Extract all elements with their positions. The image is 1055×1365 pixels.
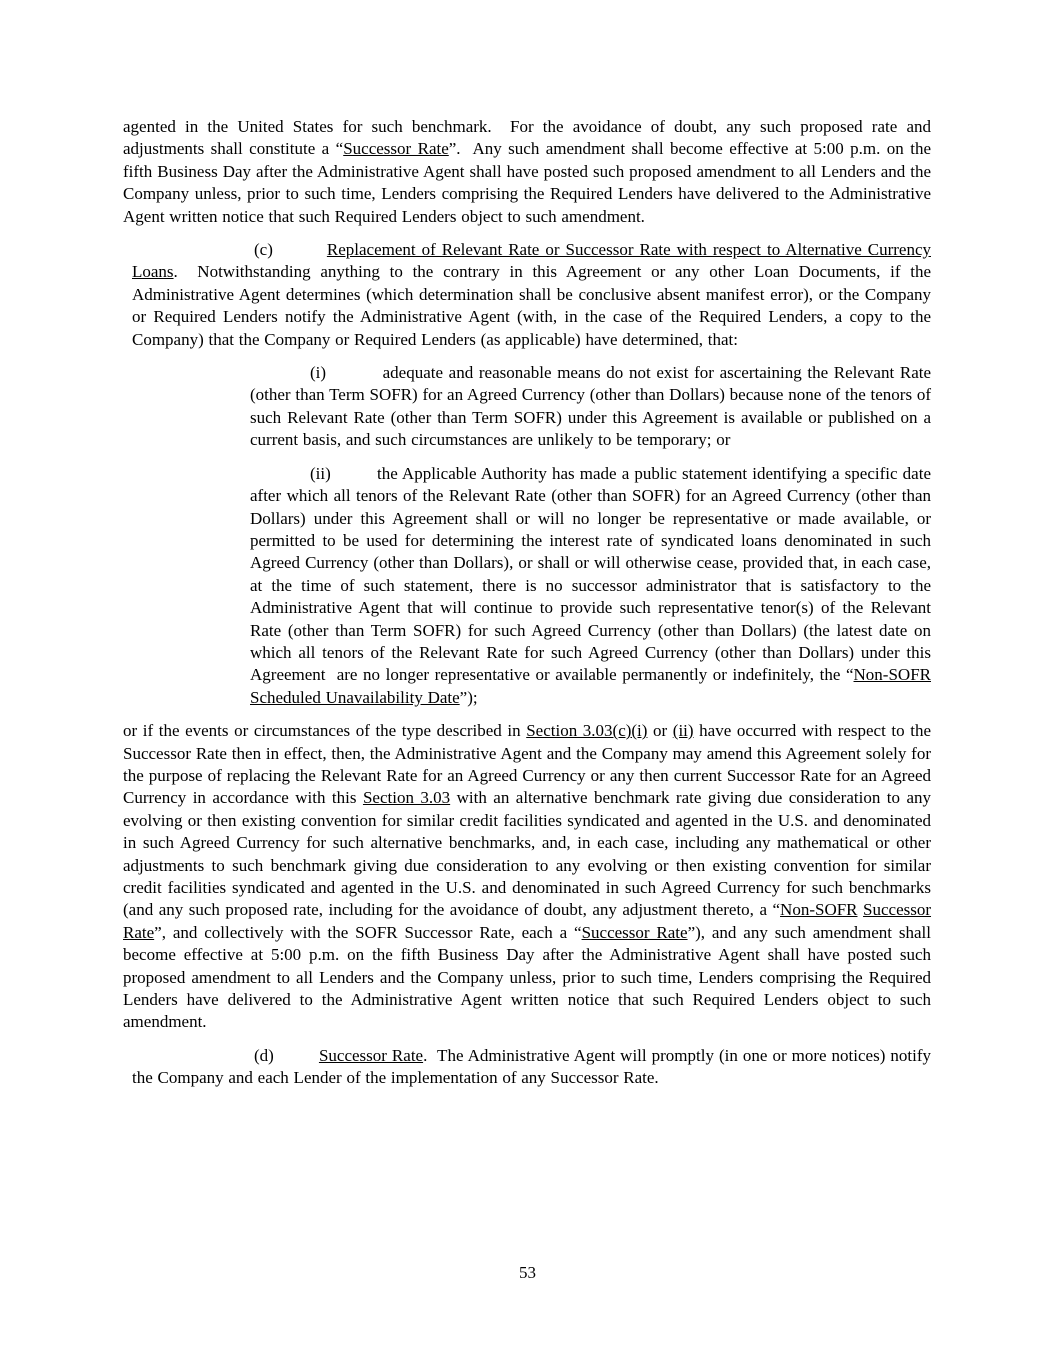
text-run: ”), and any such amendment shall become effective at 5:00 p.m. on the fifth Business Day after the Administrative Agent shall have posted such proposed amendment to all Lenders and the Company unless, prior to such time, Lenders comprising the Required Lenders have delivered to the Administrative Agent written notice that such Required Lenders object to such amendment. (123, 922, 931, 1032)
text-run: ”. Any such amendment shall become effective at 5:00 p.m. on the fifth Business Day after the Administrative Agent shall have posted such proposed amendment to all Lenders and the Company unless, prior to such time, Lenders comprising the Required Lenders have delivered to the Administrative Agent written notice that such Required Lenders object to such amendment. (123, 139, 932, 226)
underlined-text-run: Successor Rate (318, 1045, 424, 1065)
text-run: . Notwithstanding anything to the contrary in this Agreement or any other Loan Documents, if the Administrative Agent determines (which determination shall be conclusive absent manifest error), or the Company or Required Lenders notify the Administrative Agent (with, in the case of the Required Lenders, a copy to the Company) that the Company or Required Lenders (as applicable) have determined, that: (132, 262, 931, 349)
text-run: ”); (459, 687, 478, 707)
page-content (123, 116, 931, 1101)
paragraph-or-if-events (123, 720, 931, 1034)
underlined-text-run: Successor Rate (343, 139, 449, 159)
underlined-text-run: Successor Rate (581, 922, 688, 942)
underlined-text-run: Section 3.03 (362, 788, 451, 808)
text-run: agented in the United States for such benchmark. For the avoidance of doubt, any such proposed rate and adjustments shall constitute a “ (123, 117, 931, 159)
text-run: adequate and reasonable means do not exist for ascertaining the Relevant Rate (other than Term SOFR) for an Agreed Currency (other than Dollars) because none of the tenors of such Relevant Rate (other than Term SOFR) under this Agreement is available or published on a current basis, and such circumstances are unlikely to be temporary; or (250, 363, 932, 450)
text-run: ”, and collectively with the SOFR Successor Rate, each a “ (154, 922, 582, 942)
page-number: 53 (519, 1263, 536, 1282)
paragraph-c-replacement-of-relevant-rate (132, 239, 931, 351)
text-run: with an alternative benchmark rate giving due consideration to any evolving or then existing convention for similar credit facilities syndicated and agented in the U.S. and denominated in such Agreed Currency for such alternative benchmarks, and, in each case, including any mathematical or other adjustments to such benchmark giving due consideration to any evolving or then existing convention for similar credit facilities syndicated and agented in the U.S. and denominated in such Agreed Currency for such benchmarks (and any such proposed rate, including for the avoidance of doubt, any adjustment thereto, a “ (123, 788, 932, 920)
text-run: (i) (310, 363, 383, 383)
underlined-text-run: Successor Rate (123, 900, 932, 942)
subparagraph-i (250, 362, 931, 452)
text-run: or if the events or circumstances of the type described in (123, 721, 527, 741)
subparagraph-ii (250, 463, 931, 709)
underlined-text-run: Section 3.03(c)(i) (526, 721, 648, 741)
paragraph-d-successor-rate (132, 1045, 931, 1090)
text-run: have occurred with respect to the Successor Rate then in effect, then, the Administrative Agent and the Company may amend this Agreement solely for the purpose of replacing the Relevant Rate for an Agreed Currency or any then current Successor Rate for an Agreed Currency in accordance with this (123, 721, 931, 808)
text-run: . The Administrative Agent will promptly (in one or more notices) notify the Company and each Lender of the implementation of any Successor Rate. (132, 1045, 931, 1088)
underlined-text-run: (ii) (672, 721, 694, 741)
underlined-text-run: Replacement of Relevant Rate or Successor Rate with respect to Alternative Currency Loans (132, 240, 931, 282)
text-run: (d) (254, 1045, 319, 1065)
text-run: (ii) (310, 463, 377, 483)
underlined-text-run: Non-SOFR (780, 900, 858, 920)
text-run: or (647, 721, 673, 741)
underlined-text-run: Non-SOFR Scheduled Unavailability Date (250, 665, 931, 707)
text-run: (c) (254, 240, 327, 260)
paragraph-continuation (123, 116, 931, 228)
text-run: the Applicable Authority has made a public statement identifying a specific date after which all tenors of the Relevant Rate (other than SOFR) for an Agreed Currency (other than Dollars) under this Agreement shall or will no longer be representative or made available, or permitted to be used for determining the interest rate of syndicated loans denominated in such Agreed Currency (other than Dollars), or shall or will otherwise cease, provided that, in each case, at the time of such statement, there is no successor administrator that is satisfactory to the Administrative Agent that will continue to provide such representative tenor(s) of the Relevant Rate (other than Term SOFR) for such Agreed Currency (other than Dollars) (the latest date on which all tenors of the Relevant Rate for such Agreed Currency (other than Dollars) under this Agreement are no longer representative or available permanently or indefinitely, the “ (250, 463, 931, 685)
